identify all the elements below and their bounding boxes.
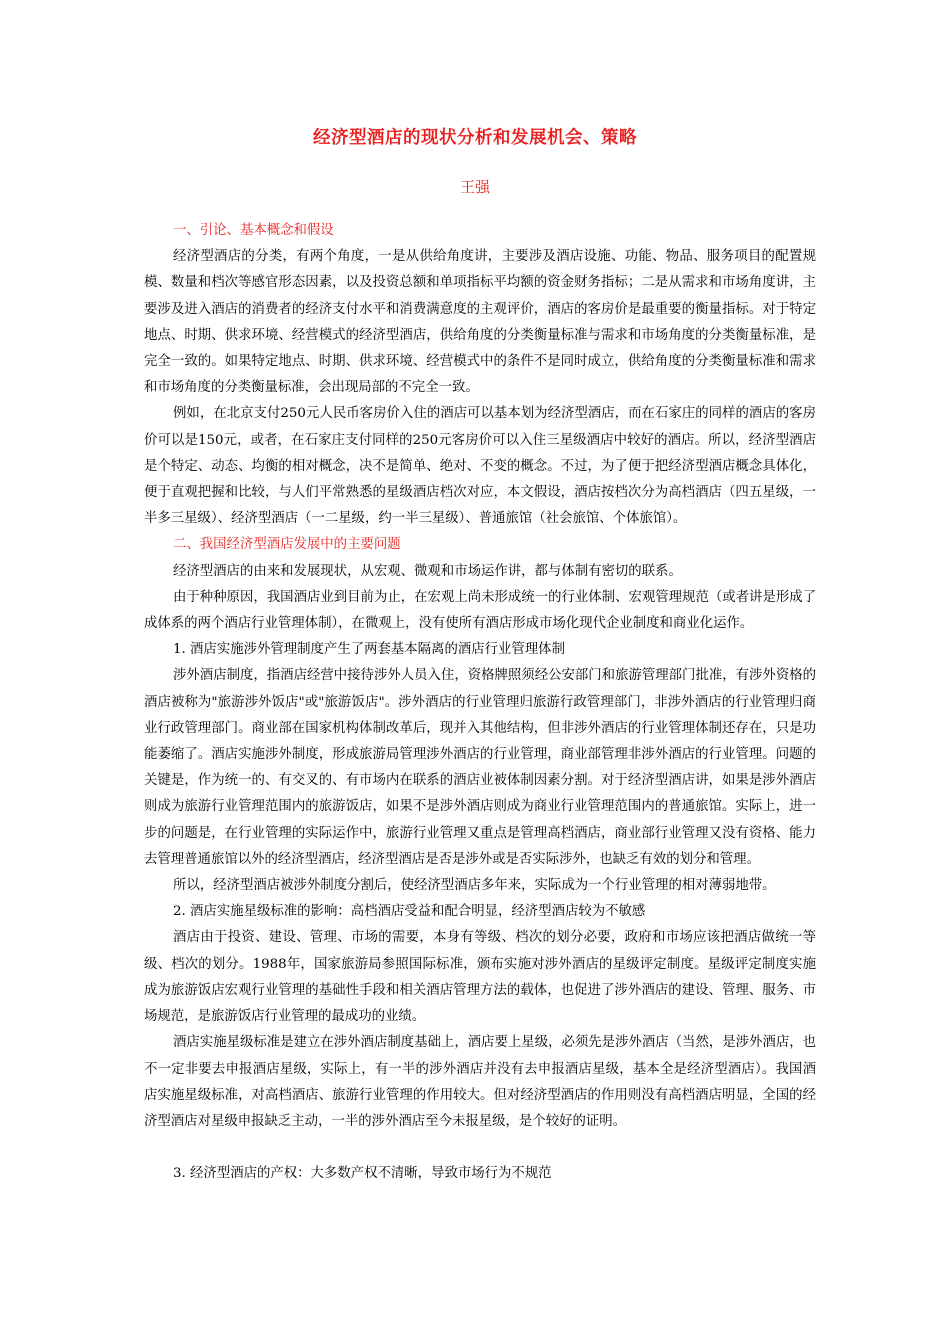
- section-heading: 一、引论、基本概念和假设: [173, 223, 334, 238]
- section-heading: 二、我国经济型酒店发展中的主要问题: [173, 537, 401, 553]
- paragraph: 所以，经济型酒店被涉外制度分割后，使经济型酒店多年来，实际成为一个行业管理的相对薄弱地带。: [173, 878, 776, 894]
- subsection-heading: 2. 酒店实施星级标准的影响：高档酒店受益和配合明显，经济型酒店较为不敏感: [173, 904, 646, 920]
- paragraph: 例如，在北京支付250元人民币客房价入住的酒店可以基本划为经济型酒店，而在石家庄的同样的酒店的客房价可以是150元，或者，在石家庄支付同样的250元客房价可以入住三星级酒店中较好的酒店。所以，经济型酒店是个特定、动态、均衡的相对概念，决不是简单、绝对、不变的概念。不过，为了便于把经济型酒店概念具体化，便于直观把握和比较，与人们平常熟悉的星级酒店档次对应，本文假设，酒店按档次分为高档酒店（四五星级，一半多三星级）、经济型酒店（一二星级，约一半三星级）、普通旅馆（社会旅馆、个体旅馆）。: [144, 406, 816, 527]
- paragraph: 经济型酒店的分类，有两个角度，一是从供给角度讲，主要涉及酒店设施、功能、物品、服务项目的配置规模、数量和档次等感官形态因素，以及投资总额和单项指标平均额的资金财务指标；二是从需求和市场角度讲，主要涉及进入酒店的消费者的经济支付水平和消费满意度的主观评价，酒店的客房价是最重要的衡量指标。对于特定地点、时期、供求环境、经营模式的经济型酒店，供给角度的分类衡量标准与需求和市场角度的分类衡量标准，是完全一致的。如果特定地点、时期、供求环境、经营模式中的条件不是同时成立，供给角度的分类衡量标准和需求和市场角度的分类衡量标准，会出现局部的不完全一致。: [144, 249, 816, 396]
- subsection-heading: 3. 经济型酒店的产权：大多数产权不清晰，导致市场行为不规范: [173, 1166, 552, 1182]
- paragraph: 经济型酒店的由来和发展现状，从宏观、微观和市场运作讲，都与体制有密切的联系。: [173, 563, 682, 579]
- document-title: 经济型酒店的现状分析和发展机会、策略: [313, 128, 637, 148]
- paragraph: 由于种种原因，我国酒店业到目前为止，在宏观上尚未形成统一的行业体制、宏观管理规范（或者讲是形成了成体系的两个酒店行业管理体制），在微观上，没有使所有酒店形成市场化现代企业制度和商业化运作。: [144, 589, 816, 632]
- paragraph: 酒店实施星级标准是建立在涉外酒店制度基础上，酒店要上星级，必须先是涉外酒店（当然，是涉外酒店，也不一定非要去申报酒店星级，实际上，有一半的涉外酒店并没有去申报酒店星级，基本全是经济型酒店）。我国酒店实施星级标准，对高档酒店、旅游行业管理的作用较大。但对经济型酒店的作用则没有高档酒店明显，全国的经济型酒店对星级申报缺乏主动，一半的涉外酒店至今未报星级，是个较好的证明。: [144, 1035, 816, 1129]
- subsection-heading: 1. 酒店实施涉外管理制度产生了两套基本隔离的酒店行业管理体制: [173, 642, 565, 658]
- document-body: [144, 218, 816, 1187]
- paragraph: 涉外酒店制度，指酒店经营中接待涉外人员入住，资格牌照须经公安部门和旅游管理部门批准，有涉外资格的酒店被称为"旅游涉外饭店"或"旅游饭店"。涉外酒店的行业管理归旅游行政管理部门，非涉外酒店的行业管理归商业行政管理部门。商业部在国家机构体制改革后，现并入其他结构，但非涉外酒店的行业管理体制还存在，只是功能萎缩了。酒店实施涉外制度，形成旅游局管理涉外酒店的行业管理，商业部管理非涉外酒店的行业管理。问题的关键是，作为统一的、有交叉的、有市场内在联系的酒店业被体制因素分割。对于经济型酒店讲，如果是涉外酒店则成为旅游行业管理范围内的旅游饭店，如果不是涉外酒店则成为商业行业管理范围内的普通旅馆。实际上，进一步的问题是，在行业管理的实际运作中，旅游行业管理又重点是管理高档酒店，商业部行业管理又没有资格、能力去管理普通旅馆以外的经济型酒店，经济型酒店是否是涉外或是否实际涉外，也缺乏有效的划分和管理。: [144, 668, 816, 867]
- document-author: 王强: [459, 178, 490, 196]
- paragraph: 酒店由于投资、建设、管理、市场的需要，本身有等级、档次的划分必要，政府和市场应该把酒店做统一等级、档次的划分。1988年，国家旅游局参照国际标准，颁布实施对涉外酒店的星级评定制度。星级评定制度实施成为旅游饭店宏观行业管理的基础性手段和相关酒店管理方法的载体，也促进了涉外酒店的建设、管理、服务、市场规范，是旅游饭店行业管理的最成功的业绩。: [144, 930, 816, 1025]
